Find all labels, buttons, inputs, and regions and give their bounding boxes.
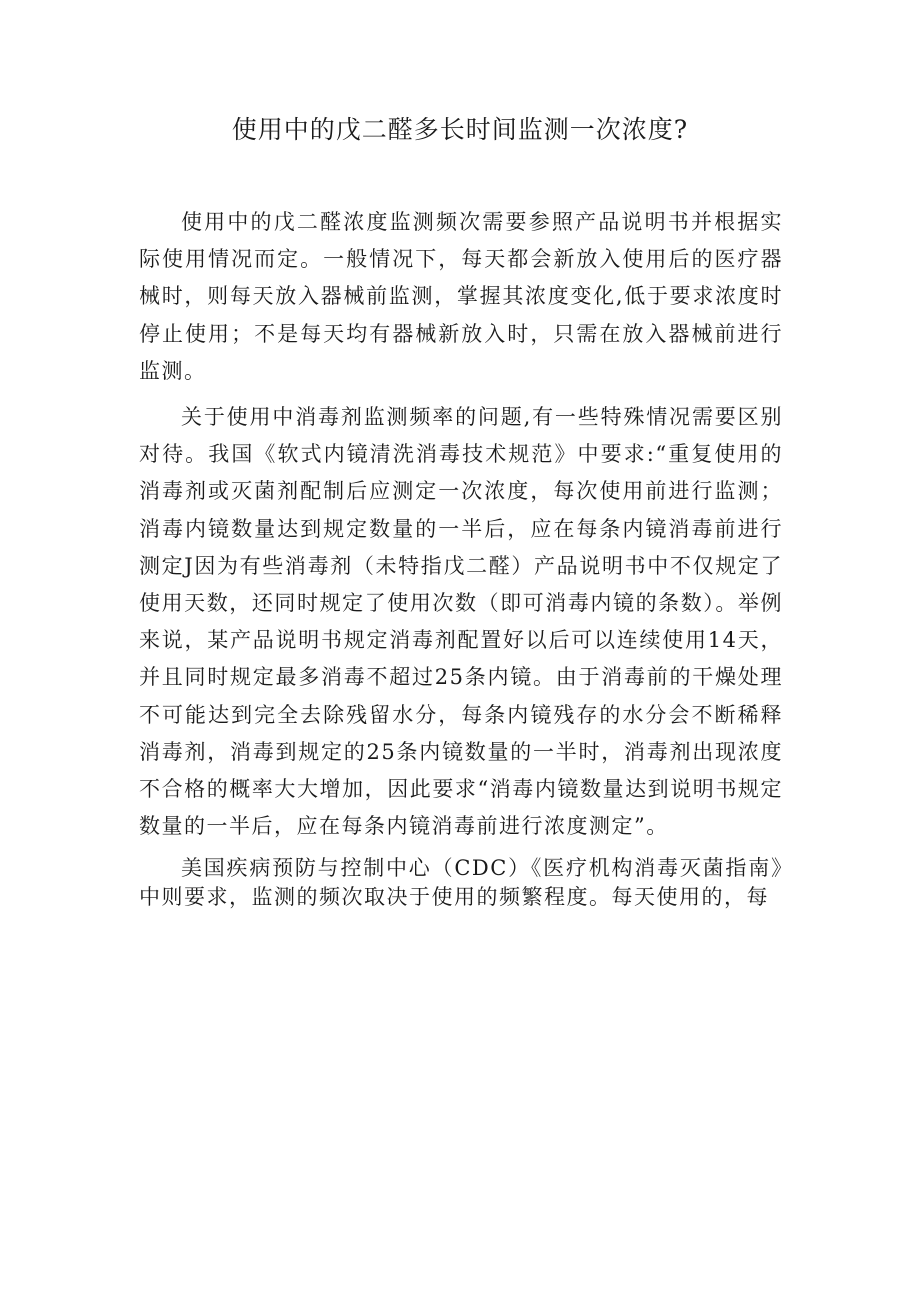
paragraph-special-cases: 关于使用中消毒剂监测频率的问题,有一些特殊情况需要区别对待。我国《软式内镜清洗消毒技术规范》中要求:“重复使用的消毒剂或灭菌剂配制后应测定一次浓度，每次使用前进行监测；消毒内镜数量达到规定数量的一半后，应在每条内镜消毒前进行测定J因为有些消毒剂（未特指戊二醛）产品说明书中不仅规定了使用天数，还同时规定了使用次数（即可消毒内镜的条数）。举例来说，某产品说明书规定消毒剂配置好以后可以连续使用14天，并且同时规定最多消毒不超过25条内镜。由于消毒前的干燥处理不可能达到完全去除残留水分，每条内镜残存的水分会不断稀释消毒剂，消毒到规定的25条内镜数量的一半时，消毒剂出现浓度不合格的概率大大增加，因此要求“消毒内镜数量达到说明书规定数量的一半后，应在每条内镜消毒前进行浓度测定”。: [139, 405, 783, 839]
page-title: 使用中的戊二醛多长时间监测一次浓度?: [231, 115, 689, 144]
paragraph-cdc-guideline: 美国疾病预防与控制中心（CDC）《医疗机构消毒灭菌指南》中则要求，监测的频次取决于使用的频繁程度。每天使用的，每: [139, 856, 783, 910]
document-body: [139, 204, 783, 912]
paragraph-glutaraldehyde-frequency: 使用中的戊二醛浓度监测频次需要参照产品说明书并根据实际使用情况而定。一般情况下，每天都会新放入使用后的医疗器械时，则每天放入器械前监测，掌握其浓度变化,低于要求浓度时停止使用；不是每天均有器械新放入时，只需在放入器械前进行监测。: [139, 210, 783, 383]
